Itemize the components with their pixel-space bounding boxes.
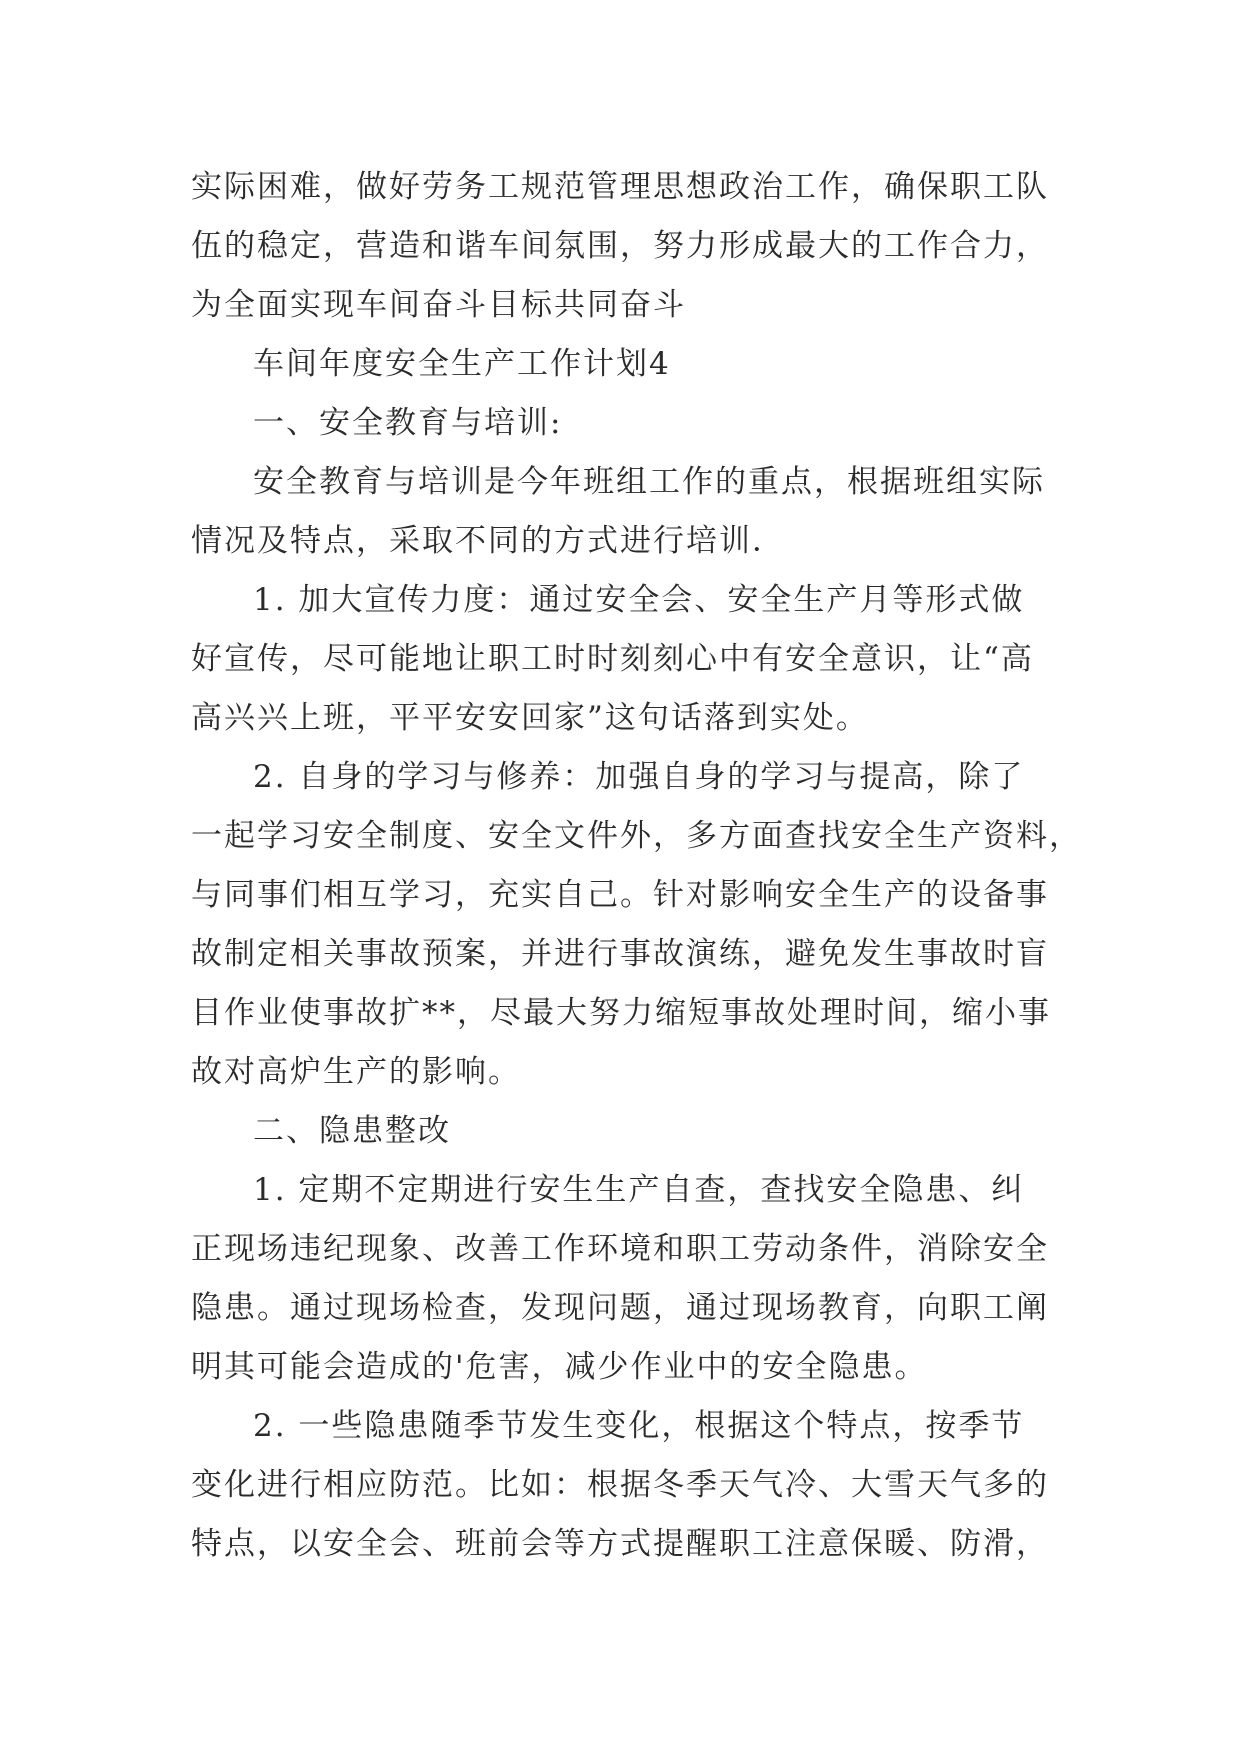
text-line: 情况及特点，采取不同的方式进行培训． <box>191 523 785 559</box>
section-heading: 一、安全教育与培训: <box>253 405 563 441</box>
text-line: 伍的稳定，营造和谐车间氛围，努力形成最大的工作合力， <box>191 228 1049 264</box>
text-line: 故对高炉生产的影响。 <box>191 1054 521 1090</box>
paragraph-start: 1. 定期不定期进行安生生产自查，查找安全隐患、纠 <box>253 1172 1025 1208</box>
text-line: 正现场违纪现象、改善工作环境和职工劳动条件，消除安全 <box>191 1231 1049 1267</box>
text-line: 目作业使事故扩**，尽最大努力缩短事故处理时间，缩小事 <box>191 995 1051 1031</box>
text-line: 隐患。通过现场检查，发现问题，通过现场教育，向职工阐 <box>191 1290 1049 1326</box>
text-line: 实际困难，做好劳务工规范管理思想政治工作，确保职工队 <box>191 169 1049 205</box>
text-line: 为全面实现车间奋斗目标共同奋斗 <box>191 287 686 323</box>
section-title: 车间年度安全生产工作计划4 <box>253 346 671 382</box>
document-body <box>191 158 1082 1574</box>
text-line: 变化进行相应防范。比如：根据冬季天气冷、大雪天气多的 <box>191 1467 1049 1503</box>
paragraph-start: 2. 自身的学习与修养：加强自身的学习与提高，除了 <box>253 759 1025 795</box>
text-line: 与同事们相互学习，充实自己。针对影响安全生产的设备事 <box>191 877 1049 913</box>
paragraph-start: 1. 加大宣传力度：通过安全会、安全生产月等形式做 <box>253 582 1025 618</box>
text-line: 好宣传，尽可能地让职工时时刻刻心中有安全意识，让“高 <box>191 641 1034 677</box>
paragraph-start: 2. 一些隐患随季节发生变化，根据这个特点，按季节 <box>253 1408 1025 1444</box>
section-heading: 二、隐患整改 <box>253 1113 451 1149</box>
text-line: 特点，以安全会、班前会等方式提醒职工注意保暖、防滑， <box>191 1526 1049 1562</box>
paragraph-start: 安全教育与培训是今年班组工作的重点，根据班组实际 <box>253 464 1045 500</box>
text-line: 明其可能会造成的'危害，减少作业中的安全隐患。 <box>191 1349 928 1385</box>
text-line: 高兴兴上班，平平安安回家”这句话落到实处。 <box>191 700 869 736</box>
text-line: 故制定相关事故预案，并进行事故演练，避免发生事故时盲 <box>191 936 1049 972</box>
text-line: 一起学习安全制度、安全文件外，多方面查找安全生产资料， <box>191 818 1082 854</box>
